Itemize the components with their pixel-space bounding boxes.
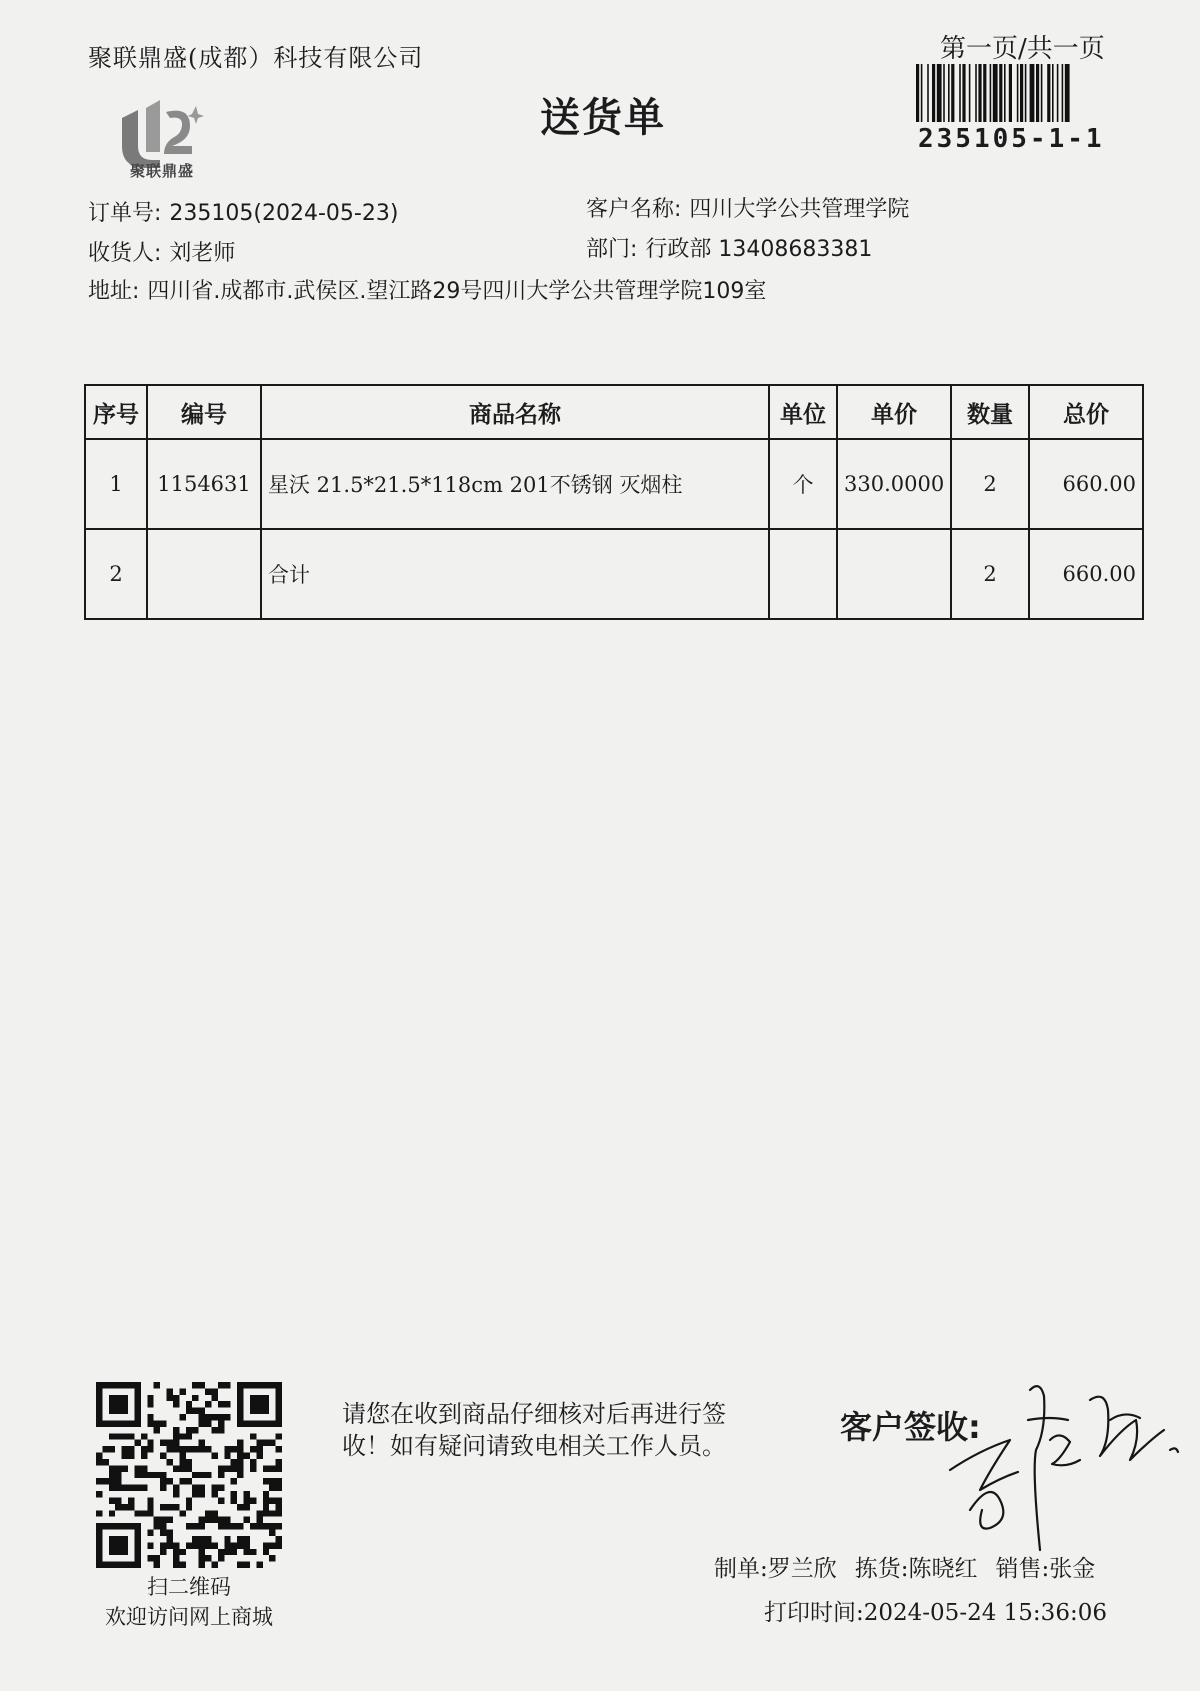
- cell-seq: 2: [85, 529, 147, 619]
- column-header: 单价: [837, 385, 951, 439]
- column-header: 编号: [147, 385, 261, 439]
- receiver-field: [88, 236, 235, 267]
- maker-text: 制单:罗兰欣: [714, 1556, 837, 1582]
- cell-product-name: 合计: [261, 529, 769, 619]
- qr-caption-line-1: 扫二维码: [147, 1575, 231, 1599]
- table-row: [85, 439, 1143, 529]
- cell-unit-price: [837, 529, 951, 619]
- handwritten-signature: [940, 1360, 1200, 1560]
- goods-table: [84, 384, 1144, 620]
- staff-info: [714, 1550, 1113, 1583]
- cell-quantity: 2: [951, 439, 1029, 529]
- address-label: 地址:: [88, 279, 140, 304]
- receiver-label: 收货人:: [88, 241, 162, 266]
- barcode-icon: [916, 64, 1136, 122]
- column-header: 总价: [1029, 385, 1143, 439]
- qr-caption-line-2: 欢迎访问网上商城: [105, 1605, 273, 1629]
- sales-text: 销售:张金: [995, 1556, 1096, 1582]
- cell-unit: 个: [769, 439, 837, 529]
- column-header: 序号: [85, 385, 147, 439]
- cell-unit-price: 330.0000: [837, 439, 951, 529]
- cell-quantity: 2: [951, 529, 1029, 619]
- cell-unit: [769, 529, 837, 619]
- cell-code: [147, 529, 261, 619]
- customer-signature-label: 客户签收:: [840, 1408, 981, 1446]
- print-time: 打印时间:2024-05-24 15:36:06: [764, 1600, 1107, 1626]
- receiver-value: 刘老师: [169, 241, 236, 266]
- page-indicator: 第一页/共一页: [940, 34, 1105, 64]
- cell-total: 660.00: [1029, 529, 1143, 619]
- address-value: 四川省.成都市.武侯区.望江路29号四川大学公共管理学院109室: [147, 279, 767, 304]
- table-row-summary: [85, 529, 1143, 619]
- barcode-number: 235105-1-1: [918, 124, 1105, 154]
- department-label: 部门:: [586, 237, 638, 262]
- qr-caption: [84, 1572, 294, 1632]
- logo-wordmark: 聚联鼎盛: [129, 162, 194, 180]
- column-header: 数量: [951, 385, 1029, 439]
- order-number-value: 235105(2024-05-23): [169, 201, 399, 226]
- receipt-notice: 请您在收到商品仔细核对后再进行签收！如有疑问请致电相关工作人员。: [342, 1400, 726, 1460]
- cell-code: 1154631: [147, 439, 261, 529]
- table-header-row: [85, 385, 1143, 439]
- customer-name-value: 四川大学公共管理学院: [689, 197, 910, 222]
- picker-text: 拣货:陈晓红: [854, 1556, 978, 1582]
- column-header: 单位: [769, 385, 837, 439]
- order-number-label: 订单号:: [88, 201, 162, 226]
- qr-code-icon: [96, 1382, 282, 1568]
- cell-product-name: 星沃 21.5*21.5*118cm 201不锈钢 灭烟柱: [261, 439, 769, 529]
- department-value: 行政部 13408683381: [645, 237, 873, 262]
- customer-name-field: [586, 192, 909, 223]
- column-header: 商品名称: [261, 385, 769, 439]
- cell-seq: 1: [85, 439, 147, 529]
- department-field: [586, 232, 872, 263]
- company-name: 聚联鼎盛(成都）科技有限公司: [88, 44, 424, 72]
- customer-name-label: 客户名称:: [586, 197, 682, 222]
- document-title: 送货单: [540, 94, 666, 141]
- cell-total: 660.00: [1029, 439, 1143, 529]
- address-field: [88, 274, 766, 305]
- order-number-field: [88, 196, 398, 227]
